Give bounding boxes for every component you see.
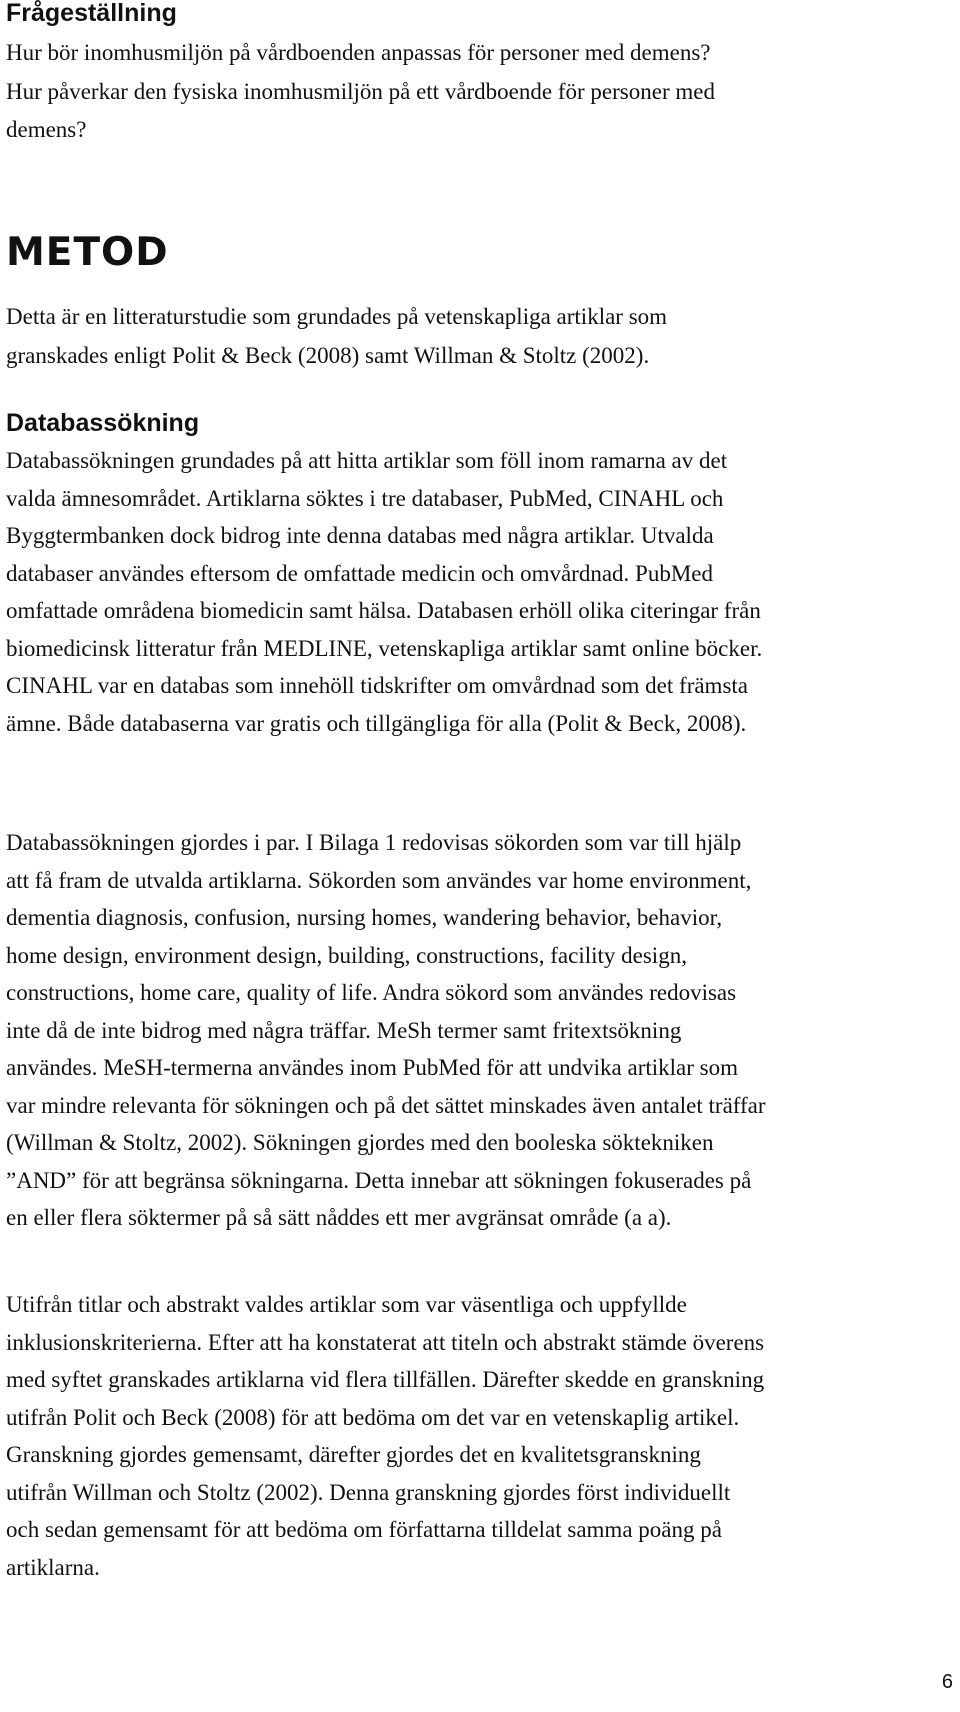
paragraph-line: att få fram de utvalda artiklarna. Sökorden som användes var home environment, (6, 867, 752, 893)
paragraph-line: dementia diagnosis, confusion, nursing homes, wandering behavior, behavior, (6, 905, 723, 930)
paragraph-line: constructions, home care, quality of life. Andra sökord som användes redovisas (6, 980, 737, 1005)
question-section (6, 0, 177, 28)
paragraph-line: Utifrån titlar och abstrakt valdes artiklar som var väsentliga och uppfyllde (6, 1292, 687, 1317)
paragraph-line: inklusionskriterierna. Efter att ha konstaterat att titeln och abstrakt stämde överens (6, 1329, 765, 1355)
search-heading: Databassökning (6, 409, 200, 437)
question-text (6, 34, 715, 150)
paragraph-line: en eller flera söktermer på så sätt nåddes ett mer avgränsat område (a a). (6, 1205, 672, 1230)
question-heading: Frågeställning (6, 0, 177, 27)
paragraph-line: CINAHL var en databas som innehöll tidskrifter om omvårdnad som det främsta (6, 673, 748, 698)
question-line: Hur påverkar den fysiska inomhusmiljön på ett vårdboende för personer med (6, 78, 715, 104)
method-line: Detta är en litteraturstudie som grundades på vetenskapliga artiklar som (6, 304, 668, 329)
paragraph-line: inte då de inte bidrog med några träffar. MeSh termer samt fritextsökning (6, 1017, 682, 1043)
question-line: Hur bör inomhusmiljön på vårdboenden anpassas för personer med demens? (6, 40, 711, 65)
method-text (6, 298, 667, 375)
paragraph-line: artiklarna. (6, 1554, 100, 1580)
search-section (6, 408, 199, 438)
paragraph-line: Byggtermbanken dock bidrog inte denna databas med några artiklar. Utvalda (6, 523, 714, 548)
search-paragraph-2 (6, 824, 766, 1237)
method-section (6, 230, 169, 276)
method-heading: METOD (6, 230, 169, 275)
paragraph-line: och sedan gemensamt för att bedöma om författarna tilldelat samma poäng på (6, 1517, 722, 1542)
paragraph-line: valda ämnesområdet. Artiklarna söktes i tre databaser, PubMed, CINAHL och (6, 485, 724, 511)
paragraph-line: ämne. Både databaserna var gratis och tillgängliga för alla (Polit & Beck, 2008). (6, 710, 747, 736)
paragraph-line: användes. MeSH-termerna användes inom PubMed för att undvika artiklar som (6, 1055, 738, 1080)
paragraph-line: databaser användes eftersom de omfattade medicin och omvårdnad. PubMed (6, 560, 714, 586)
paragraph-line: Databassökningen gjordes i par. I Bilaga 1 redovisas sökorden som var till hjälp (6, 830, 742, 855)
paragraph-line: biomedicinsk litteratur från MEDLINE, vetenskapliga artiklar samt online böcker. (6, 635, 763, 661)
question-line: demens? (6, 117, 87, 142)
paragraph-line: omfattade områdena biomedicin samt hälsa. Databasen erhöll olika citeringar från (6, 598, 761, 623)
search-paragraph-3 (6, 1286, 764, 1586)
page-number: 6 (941, 1671, 953, 1693)
paragraph-line: ”AND” för att begränsa sökningarna. Detta innebar att sökningen fokuserades på (6, 1167, 752, 1193)
paragraph-line: Databassökningen grundades på att hitta artiklar som föll inom ramarna av det (6, 448, 728, 473)
paragraph-line: Granskning gjordes gemensamt, därefter gjordes det en kvalitetsgranskning (6, 1442, 701, 1467)
paragraph-line: home design, environment design, building, constructions, facility design, (6, 942, 687, 968)
search-paragraph-1 (6, 442, 762, 742)
paragraph-line: med syftet granskades artiklarna vid flera tillfällen. Därefter skedde en granskning (6, 1367, 765, 1392)
paragraph-line: var mindre relevanta för sökningen och på det sättet minskades även antalet träffar (6, 1092, 766, 1118)
method-line: granskades enligt Polit & Beck (2008) samt Willman & Stoltz (2002). (6, 342, 650, 368)
paragraph-line: utifrån Polit och Beck (2008) för att bedöma om det var en vetenskaplig artikel. (6, 1404, 740, 1430)
paragraph-line: (Willman & Stoltz, 2002). Sökningen gjordes med den booleska söktekniken (6, 1130, 714, 1155)
paragraph-line: utifrån Willman och Stoltz (2002). Denna granskning gjordes först individuellt (6, 1479, 731, 1505)
